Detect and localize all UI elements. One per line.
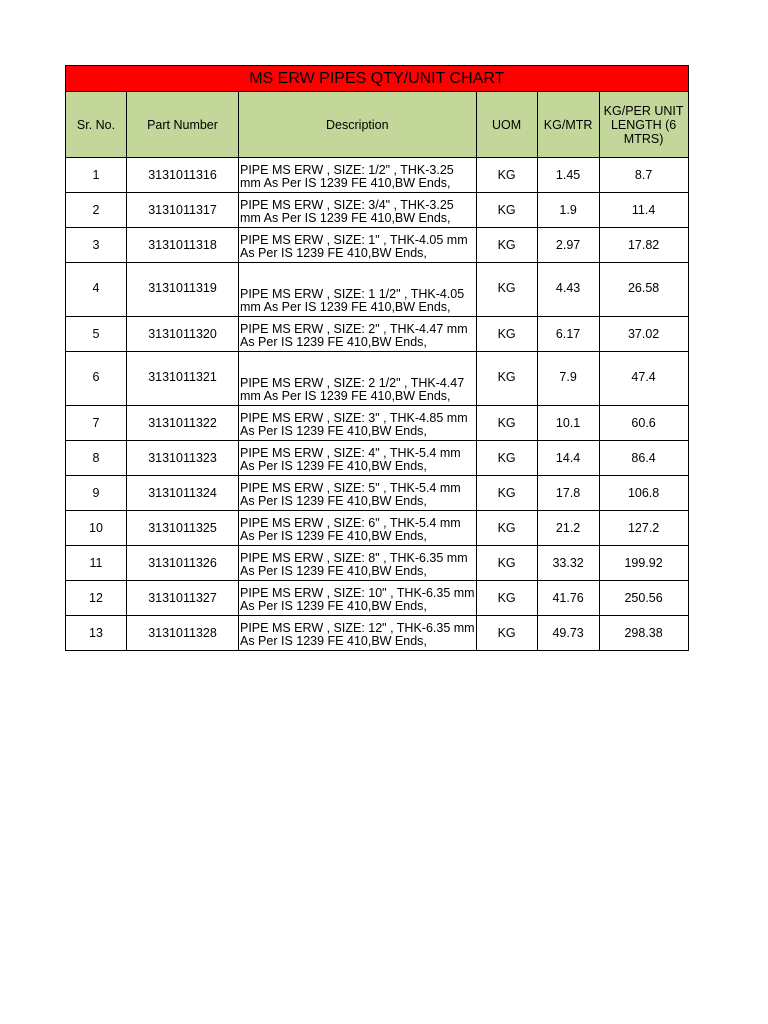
- table-row: [66, 441, 689, 476]
- table-row: [66, 263, 689, 317]
- cell-kg-per-unit: 8.7: [599, 158, 688, 193]
- cell-description: [239, 476, 477, 511]
- cell-kg-per-unit: 250.56: [599, 581, 688, 616]
- table-row: [66, 193, 689, 228]
- cell-kg-mtr: 21.2: [537, 511, 599, 546]
- cell-uom: KG: [476, 352, 537, 406]
- header-sr-no: Sr. No.: [66, 92, 127, 158]
- cell-kg-per-unit: 199.92: [599, 546, 688, 581]
- table-title: MS ERW PIPES QTY/UNIT CHART: [66, 66, 689, 92]
- cell-kg-mtr: 33.32: [537, 546, 599, 581]
- table-row: [66, 616, 689, 651]
- cell-sr-no: 10: [66, 511, 127, 546]
- cell-description: [239, 616, 477, 651]
- description-line-1: PIPE MS ERW , SIZE: 3" , THK-4.85 mm: [240, 411, 468, 425]
- cell-kg-mtr: 6.17: [537, 317, 599, 352]
- cell-sr-no: 4: [66, 263, 127, 317]
- table-row: [66, 511, 689, 546]
- cell-part-number: 3131011321: [127, 352, 239, 406]
- cell-description: [239, 228, 477, 263]
- table-row: [66, 228, 689, 263]
- cell-kg-mtr: 14.4: [537, 441, 599, 476]
- cell-kg-mtr: 10.1: [537, 406, 599, 441]
- cell-part-number: 3131011324: [127, 476, 239, 511]
- header-kg-mtr: KG/MTR: [537, 92, 599, 158]
- description-line-2: As Per IS 1239 FE 410,BW Ends,: [240, 246, 427, 260]
- description-line-2: As Per IS 1239 FE 410,BW Ends,: [240, 459, 427, 473]
- cell-description: [239, 193, 477, 228]
- cell-description: [239, 317, 477, 352]
- description-line-1: PIPE MS ERW , SIZE: 6" , THK-5.4 mm: [240, 516, 461, 530]
- header-kg-per-unit: KG/PER UNIT LENGTH (6 MTRS): [599, 92, 688, 158]
- table-row: [66, 476, 689, 511]
- cell-sr-no: 6: [66, 352, 127, 406]
- description-line-1: PIPE MS ERW , SIZE: 1" , THK-4.05 mm: [240, 233, 468, 247]
- cell-description: [239, 406, 477, 441]
- description-line-2: mm As Per IS 1239 FE 410,BW Ends,: [240, 211, 451, 225]
- cell-kg-mtr: 17.8: [537, 476, 599, 511]
- description-line-2: As Per IS 1239 FE 410,BW Ends,: [240, 529, 427, 543]
- cell-kg-per-unit: 298.38: [599, 616, 688, 651]
- cell-part-number: 3131011328: [127, 616, 239, 651]
- cell-part-number: 3131011318: [127, 228, 239, 263]
- cell-description: [239, 546, 477, 581]
- pipes-qty-table: [65, 65, 689, 651]
- table-row: [66, 581, 689, 616]
- cell-part-number: 3131011322: [127, 406, 239, 441]
- cell-kg-mtr: 2.97: [537, 228, 599, 263]
- description-line-1: PIPE MS ERW , SIZE: 2" , THK-4.47 mm: [240, 322, 468, 336]
- description-line-1: PIPE MS ERW , SIZE: 1 1/2" , THK-4.05: [240, 287, 465, 301]
- spreadsheet-sheet: [65, 65, 689, 651]
- cell-part-number: 3131011319: [127, 263, 239, 317]
- cell-kg-mtr: 7.9: [537, 352, 599, 406]
- cell-kg-mtr: 4.43: [537, 263, 599, 317]
- cell-kg-per-unit: 17.82: [599, 228, 688, 263]
- cell-sr-no: 2: [66, 193, 127, 228]
- cell-uom: KG: [476, 263, 537, 317]
- header-description: Description: [239, 92, 477, 158]
- description-line-2: As Per IS 1239 FE 410,BW Ends,: [240, 335, 427, 349]
- description-line-1: PIPE MS ERW , SIZE: 8" , THK-6.35 mm: [240, 551, 468, 565]
- description-line-2: mm As Per IS 1239 FE 410,BW Ends,: [240, 389, 451, 403]
- description-line-1: PIPE MS ERW , SIZE: 10" , THK-6.35 mm: [240, 586, 475, 600]
- cell-uom: KG: [476, 406, 537, 441]
- cell-uom: KG: [476, 511, 537, 546]
- cell-part-number: 3131011325: [127, 511, 239, 546]
- description-line-2: As Per IS 1239 FE 410,BW Ends,: [240, 599, 427, 613]
- description-line-2: As Per IS 1239 FE 410,BW Ends,: [240, 494, 427, 508]
- cell-description: [239, 263, 477, 317]
- cell-uom: KG: [476, 581, 537, 616]
- cell-uom: KG: [476, 317, 537, 352]
- description-line-1: PIPE MS ERW , SIZE: 4" , THK-5.4 mm: [240, 446, 461, 460]
- description-line-1: PIPE MS ERW , SIZE: 5" , THK-5.4 mm: [240, 481, 461, 495]
- cell-kg-per-unit: 47.4: [599, 352, 688, 406]
- description-line-1: PIPE MS ERW , SIZE: 3/4" , THK-3.25: [240, 198, 454, 212]
- table-row: [66, 406, 689, 441]
- cell-sr-no: 9: [66, 476, 127, 511]
- cell-kg-mtr: 49.73: [537, 616, 599, 651]
- cell-description: [239, 441, 477, 476]
- cell-part-number: 3131011323: [127, 441, 239, 476]
- cell-sr-no: 13: [66, 616, 127, 651]
- table-row: [66, 317, 689, 352]
- cell-uom: KG: [476, 441, 537, 476]
- table-row: [66, 158, 689, 193]
- cell-part-number: 3131011327: [127, 581, 239, 616]
- cell-kg-mtr: 41.76: [537, 581, 599, 616]
- cell-uom: KG: [476, 228, 537, 263]
- description-line-2: As Per IS 1239 FE 410,BW Ends,: [240, 564, 427, 578]
- cell-kg-per-unit: 37.02: [599, 317, 688, 352]
- cell-sr-no: 7: [66, 406, 127, 441]
- cell-kg-per-unit: 127.2: [599, 511, 688, 546]
- cell-part-number: 3131011316: [127, 158, 239, 193]
- cell-kg-mtr: 1.9: [537, 193, 599, 228]
- cell-kg-per-unit: 60.6: [599, 406, 688, 441]
- description-line-1: PIPE MS ERW , SIZE: 12" , THK-6.35 mm: [240, 621, 475, 635]
- cell-uom: KG: [476, 476, 537, 511]
- cell-sr-no: 1: [66, 158, 127, 193]
- cell-sr-no: 11: [66, 546, 127, 581]
- description-line-2: mm As Per IS 1239 FE 410,BW Ends,: [240, 176, 451, 190]
- cell-part-number: 3131011317: [127, 193, 239, 228]
- cell-part-number: 3131011320: [127, 317, 239, 352]
- cell-uom: KG: [476, 546, 537, 581]
- description-line-2: As Per IS 1239 FE 410,BW Ends,: [240, 634, 427, 648]
- cell-description: [239, 352, 477, 406]
- cell-uom: KG: [476, 616, 537, 651]
- table-row: [66, 546, 689, 581]
- cell-kg-per-unit: 11.4: [599, 193, 688, 228]
- cell-sr-no: 8: [66, 441, 127, 476]
- cell-description: [239, 158, 477, 193]
- cell-sr-no: 5: [66, 317, 127, 352]
- cell-uom: KG: [476, 193, 537, 228]
- cell-kg-per-unit: 26.58: [599, 263, 688, 317]
- description-line-1: PIPE MS ERW , SIZE: 1/2" , THK-3.25: [240, 163, 454, 177]
- cell-uom: KG: [476, 158, 537, 193]
- cell-kg-mtr: 1.45: [537, 158, 599, 193]
- cell-description: [239, 511, 477, 546]
- cell-sr-no: 12: [66, 581, 127, 616]
- description-line-1: PIPE MS ERW , SIZE: 2 1/2" , THK-4.47: [240, 376, 465, 390]
- cell-kg-per-unit: 106.8: [599, 476, 688, 511]
- description-line-2: As Per IS 1239 FE 410,BW Ends,: [240, 424, 427, 438]
- header-part-number: Part Number: [127, 92, 239, 158]
- description-line-2: mm As Per IS 1239 FE 410,BW Ends,: [240, 300, 451, 314]
- cell-description: [239, 581, 477, 616]
- cell-kg-per-unit: 86.4: [599, 441, 688, 476]
- table-row: [66, 352, 689, 406]
- cell-part-number: 3131011326: [127, 546, 239, 581]
- cell-sr-no: 3: [66, 228, 127, 263]
- header-uom: UOM: [476, 92, 537, 158]
